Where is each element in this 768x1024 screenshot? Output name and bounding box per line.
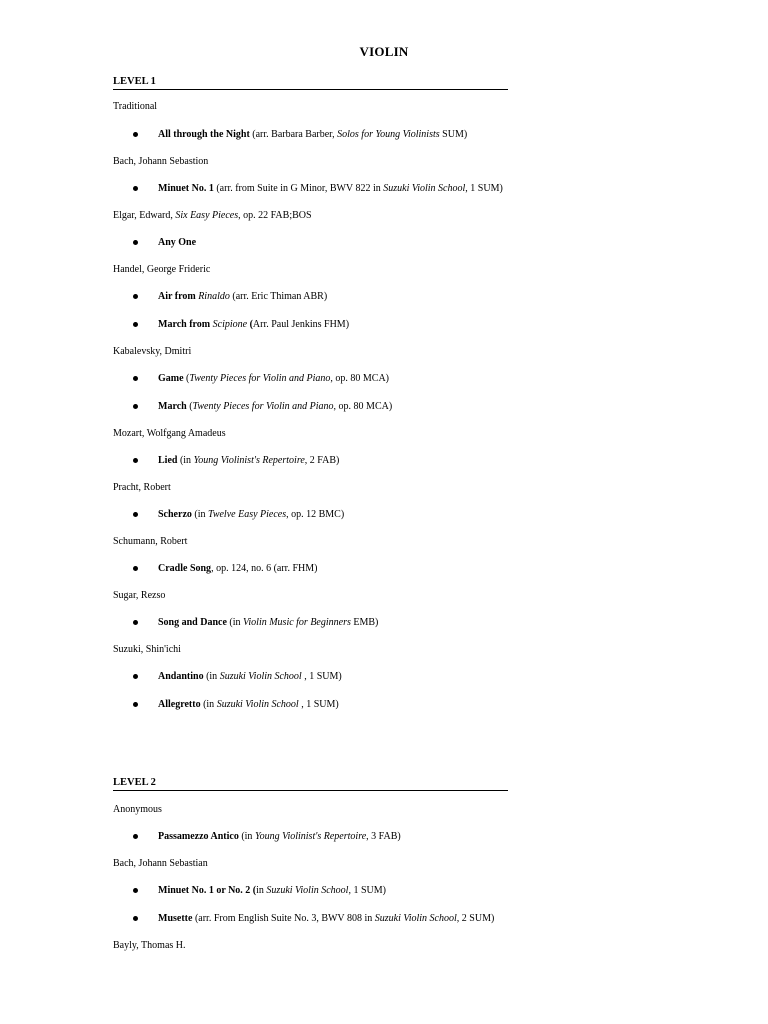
piece-detail: (arr. From English Suite No. 3, BWV 808 in — [192, 913, 375, 924]
piece-entry — [158, 237, 196, 249]
piece-title: Lied — [158, 455, 178, 466]
composer-name: Sugar, Rezso — [113, 590, 166, 601]
composer-name: Bach, Johann Sebastion — [113, 156, 209, 167]
bullet-icon — [133, 888, 138, 893]
piece-detail: , 1 SUM) — [301, 671, 342, 682]
piece-title: Game — [158, 373, 184, 384]
piece-title: Allegretto — [158, 699, 201, 710]
piece-detail: Arr. Paul Jenkins FHM) — [252, 319, 350, 330]
composer-name: Schumann, Robert — [113, 536, 188, 547]
piece-detail: , op. 80 MCA) — [333, 401, 393, 412]
piece-entry — [158, 129, 467, 141]
piece-title: All through the Night — [158, 129, 250, 140]
piece-title: Air from — [158, 291, 199, 302]
piece-entry — [158, 913, 494, 925]
bullet-icon — [133, 240, 138, 245]
piece-title-italic: Rinaldo — [198, 291, 230, 302]
piece-title: Any One — [158, 237, 197, 248]
piece-detail: , op. 124, no. 6 (arr. FHM) — [211, 563, 318, 574]
piece-collection: Suzuki Violin School — [219, 671, 302, 682]
composer-name: Mozart, Wolfgang Amadeus — [113, 428, 226, 439]
bullet-icon — [133, 702, 138, 707]
piece-entry — [158, 291, 327, 303]
piece-title-italic: Scipione — [212, 319, 248, 330]
bullet-icon — [133, 512, 138, 517]
bullet-icon — [133, 620, 138, 625]
piece-entry — [158, 671, 342, 683]
piece-detail: 1 SUM) — [350, 885, 386, 896]
piece-detail: (in — [203, 671, 220, 682]
piece-collection: Twelve Easy Pieces — [208, 509, 287, 520]
piece-entry — [158, 455, 339, 467]
piece-detail: EMB) — [350, 617, 379, 628]
piece-title: March from — [158, 319, 213, 330]
piece-collection: Suzuki Violin School — [383, 183, 466, 194]
piece-title: Minuet No. 1 — [158, 183, 214, 194]
piece-entry — [158, 831, 401, 843]
bullet-icon — [133, 376, 138, 381]
piece-entry — [158, 319, 349, 331]
piece-entry — [158, 373, 389, 385]
piece-title: Scherzo — [158, 509, 192, 520]
piece-collection: Suzuki Violin School, — [374, 913, 460, 924]
composer-name: Pracht, Robert — [113, 482, 171, 493]
piece-detail: , 1 SUM) — [465, 183, 503, 194]
bullet-icon — [133, 458, 138, 463]
piece-collection: Solos for Young Violinists — [337, 129, 440, 140]
piece-detail: (arr. Barbara Barber, — [249, 129, 338, 140]
piece-collection: Twenty Pieces for Violin and Piano — [192, 401, 334, 412]
piece-entry — [158, 885, 386, 897]
piece-title: Song and Dance — [158, 617, 227, 628]
piece-detail: , op. 80 MCA) — [330, 373, 390, 384]
piece-detail: (in — [177, 455, 194, 466]
piece-collection: Suzuki Violin School, — [266, 885, 351, 896]
piece-detail: , op. 12 BMC) — [286, 509, 345, 520]
piece-title: March — [158, 401, 187, 412]
piece-entry — [158, 183, 503, 195]
piece-entry — [158, 563, 317, 575]
piece-detail: SUM) — [439, 129, 468, 140]
piece-detail: (in — [226, 617, 244, 628]
piece-detail: in — [256, 885, 267, 896]
piece-collection: Young Violinist's Repertoire — [254, 831, 367, 842]
piece-detail: (in — [191, 509, 208, 520]
composer-collection: Six Easy Pieces — [175, 210, 239, 221]
composer-name: Bach, Johann Sebastian — [113, 858, 208, 869]
piece-title: Passamezzo Antico — [158, 831, 239, 842]
piece-title: Minuet No. 1 or No. 2 ( — [158, 885, 257, 896]
bullet-icon — [133, 294, 138, 299]
piece-detail: , 2 FAB) — [304, 455, 340, 466]
piece-collection: Suzuki Violin School — [216, 699, 299, 710]
piece-detail: , 3 FAB) — [366, 831, 401, 842]
piece-title: Musette — [158, 913, 193, 924]
bullet-icon — [133, 916, 138, 921]
composer-name: Anonymous — [113, 804, 162, 815]
piece-detail: ( — [183, 373, 190, 384]
piece-title: Andantino — [158, 671, 204, 682]
piece-entry — [158, 699, 339, 711]
composer-name: Kabalevsky, Dmitri — [113, 346, 192, 357]
level-heading: LEVEL 1 — [113, 76, 508, 90]
composer-name: Handel, George Frideric — [113, 264, 211, 275]
bullet-icon — [133, 674, 138, 679]
piece-detail: (in — [238, 831, 255, 842]
composer-name: Suzuki, Shin'ichi — [113, 644, 181, 655]
piece-collection: Violin Music for Beginners — [243, 617, 351, 628]
piece-detail: 2 SUM) — [459, 913, 495, 924]
composer-name: Traditional — [113, 101, 158, 112]
bullet-icon — [133, 132, 138, 137]
piece-detail: , 1 SUM) — [298, 699, 339, 710]
composer-name — [113, 210, 312, 222]
level-heading: LEVEL 2 — [113, 777, 508, 791]
composer-name-detail: , op. 22 FAB;BOS — [238, 210, 312, 221]
piece-detail: (arr. from Suite in G Minor, BWV 822 in — [213, 183, 384, 194]
bullet-icon — [133, 404, 138, 409]
bullet-icon — [133, 186, 138, 191]
page-title: VIOLIN — [359, 44, 409, 59]
piece-entry — [158, 617, 378, 629]
piece-collection: Young Violinist's Repertoire — [193, 455, 305, 466]
piece-paren: ( — [247, 319, 253, 330]
composer-name-text: Elgar, Edward, — [113, 210, 176, 221]
piece-title: Cradle Song — [158, 563, 212, 574]
piece-detail: ( — [186, 401, 193, 412]
bullet-icon — [133, 322, 138, 327]
bullet-icon — [133, 566, 138, 571]
composer-name: Bayly, Thomas H. — [113, 940, 186, 951]
bullet-icon — [133, 834, 138, 839]
piece-collection: Twenty Pieces for Violin and Piano — [189, 373, 331, 384]
piece-detail: (in — [200, 699, 217, 710]
piece-detail: (arr. Eric Thiman ABR) — [229, 291, 328, 302]
piece-entry — [158, 509, 344, 521]
piece-entry — [158, 401, 392, 413]
